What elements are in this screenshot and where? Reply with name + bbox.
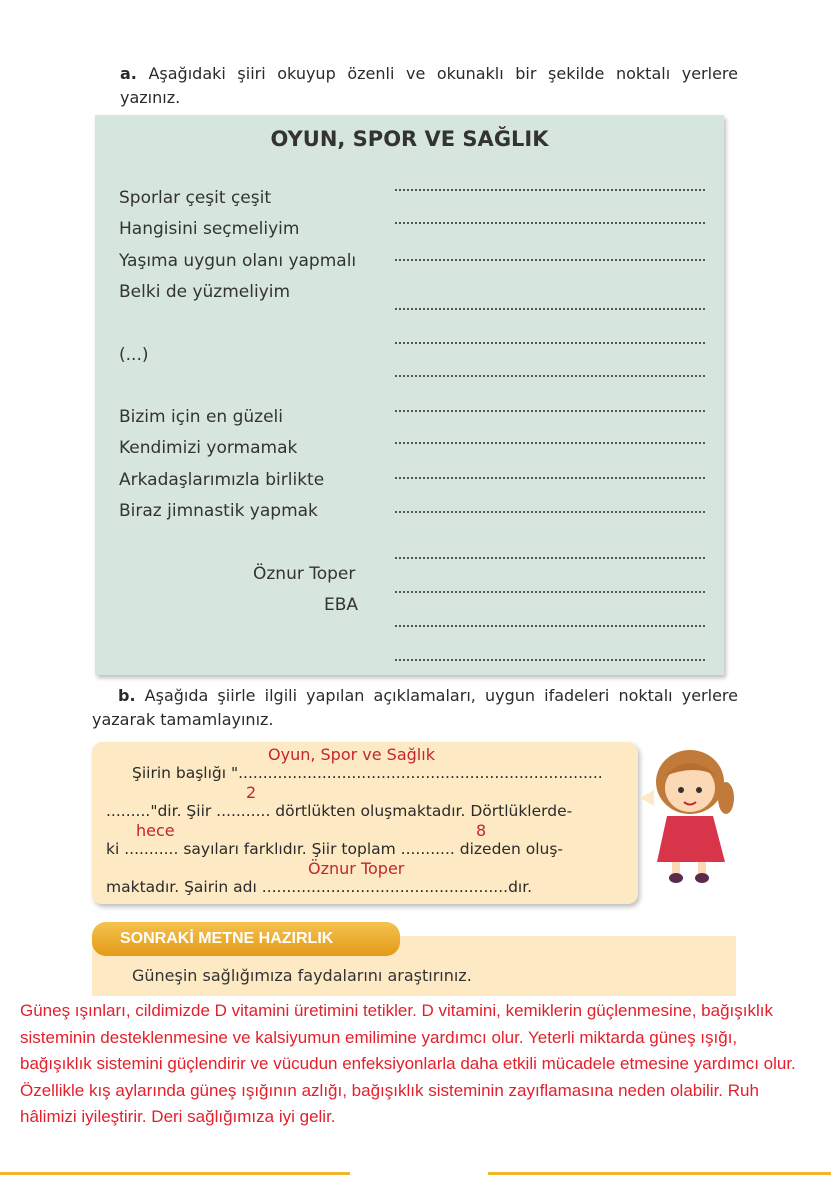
- poem-line: Biraz jimnastik yapmak: [119, 501, 318, 521]
- footer-line: [488, 1172, 831, 1175]
- writing-line[interactable]: [395, 189, 705, 191]
- poem-line: Yaşıma uygun olanı yapmalı: [119, 251, 357, 271]
- poem-line: Kendimizi yormamak: [119, 438, 298, 458]
- writing-line[interactable]: [395, 222, 705, 224]
- writing-line[interactable]: [395, 511, 705, 513]
- writing-line[interactable]: [395, 625, 705, 627]
- poem-line: Bizim için en güzeli: [119, 407, 283, 427]
- poem-line: (...): [119, 345, 149, 365]
- writing-line[interactable]: [395, 591, 705, 593]
- poem-line: Sporlar çeşit çeşit: [119, 188, 272, 208]
- fill-line: Şiirin başlığı "..........................................................................: [132, 764, 603, 782]
- writing-line[interactable]: [395, 410, 705, 412]
- writing-line[interactable]: [395, 259, 705, 261]
- fill-line: ki ........... sayıları farklıdır. Şiir toplam ........... dizeden oluş-: [106, 840, 563, 858]
- section-heading-tab: SONRAKİ METNE HAZIRLIK: [92, 922, 400, 956]
- writing-line[interactable]: [395, 659, 705, 661]
- fill-in-box: [92, 742, 638, 904]
- girl-illustration: [640, 740, 740, 885]
- answer-poet[interactable]: Öznur Toper: [308, 859, 405, 878]
- answer-stanzas[interactable]: 2: [246, 783, 257, 802]
- poem-box: [95, 115, 724, 675]
- instruction-a-text: Aşağıdaki şiiri okuyup özenli ve okunaklı bir şekilde noktalı yerlere yazınız.: [120, 64, 738, 107]
- instruction-b: [92, 684, 738, 732]
- answer-lines[interactable]: 8: [476, 821, 487, 840]
- footer-line: [0, 1172, 350, 1175]
- instruction-b-text: Aşağıda şiirle ilgili yapılan açıklamaları, uygun ifadeleri noktalı yerlere yazarak tamamlayınız.: [92, 686, 738, 729]
- fill-line: ........."dir. Şiir ........... dörtlükten oluşmaktadır. Dörtlüklerde-: [106, 802, 573, 820]
- fill-line: maktadır. Şairin adı ..................................................dır.: [106, 878, 533, 896]
- poem-line: Belki de yüzmeliyim: [119, 282, 291, 302]
- writing-line[interactable]: [395, 442, 705, 444]
- writing-line[interactable]: [395, 375, 705, 377]
- answer-unit[interactable]: hece: [136, 821, 175, 840]
- writing-line[interactable]: [395, 477, 705, 479]
- label-b: b.: [118, 686, 136, 705]
- writing-line[interactable]: [395, 557, 705, 559]
- instruction-a: [120, 62, 738, 110]
- poem-line: Arkadaşlarımızla birlikte: [119, 470, 325, 490]
- writing-line[interactable]: [395, 342, 705, 344]
- poem-author: Öznur Toper: [253, 564, 356, 584]
- poem-source: EBA: [324, 595, 359, 615]
- handwritten-answer: Güneş ışınları, cildimizde D vitamini üretimini tetikler. D vitamini, kemiklerin güçlenmesine, bağışıklık sisteminin desteklenmesine ve kalsiyumun emilimine yardımcı olur. Yeterli miktarda güneş ışığı, bağışıklık sistemini güçlendirir ve vücudun enfeksiyonlarla daha etkili mücadele etmesine yardımcı olur. Özellikle kış aylarında güneş ışığının azlığı, bağışıklık sisteminin zayıflamasına neden olabilir. Ruh hâlimizi iyileştirir. Deri sağlığımıza iyi gelir.: [20, 1001, 796, 1126]
- answer-title[interactable]: Oyun, Spor ve Sağlık: [268, 745, 435, 764]
- label-a: a.: [120, 64, 137, 83]
- prep-task: Güneşin sağlığımıza faydalarını araştırınız.: [132, 966, 472, 985]
- poem-title: OYUN, SPOR VE SAĞLIK: [270, 127, 549, 151]
- writing-line[interactable]: [395, 308, 705, 310]
- poem-line: Hangisini seçmeliyim: [119, 219, 300, 239]
